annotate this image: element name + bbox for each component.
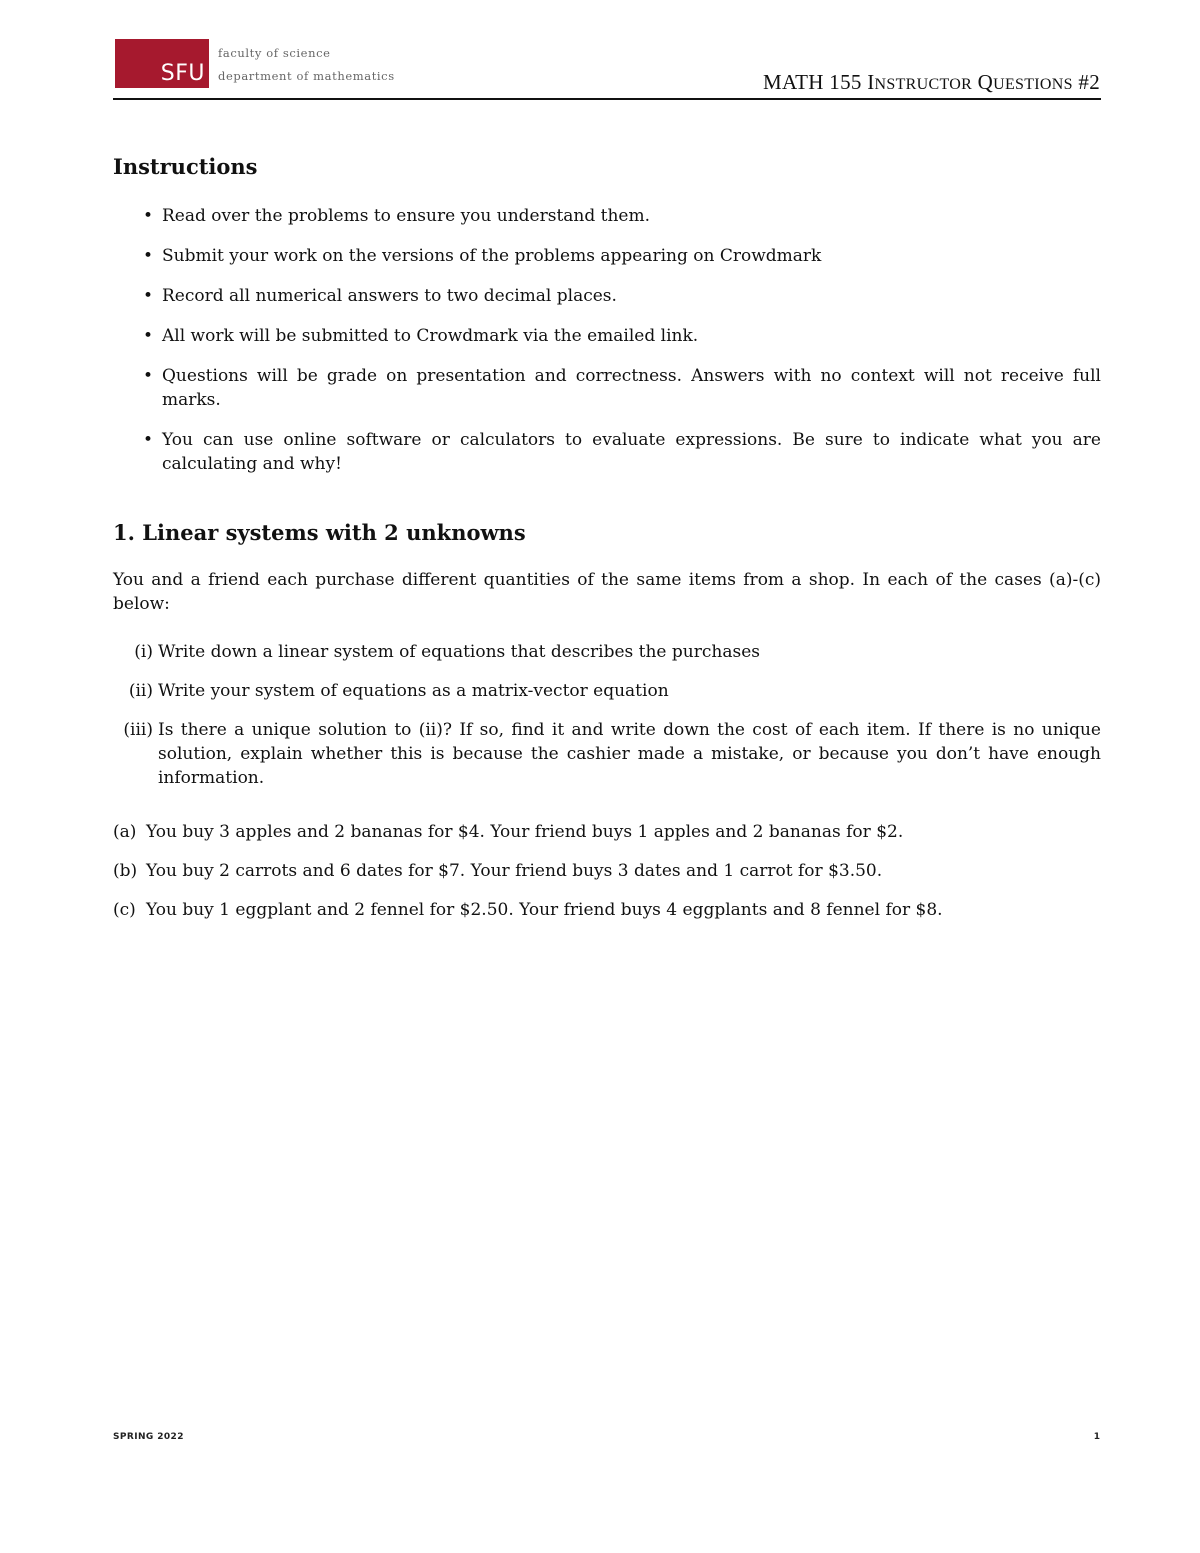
case-label: (c) <box>113 900 136 920</box>
list-item <box>113 204 1101 228</box>
case-item <box>113 859 1101 883</box>
document-title <box>763 70 1100 95</box>
case-label: (a) <box>113 822 137 842</box>
instructions-list <box>113 204 1101 476</box>
list-item-text: You can use online software or calculators to evaluate expressions. Be sure to indicate what you are calculating and why! <box>162 430 1101 474</box>
task-text: Write down a linear system of equations that describes the purchases <box>158 642 760 662</box>
case-text: You buy 3 apples and 2 bananas for $4. Your friend buys 1 apples and 2 bananas for $2. <box>146 822 904 842</box>
case-text: You buy 2 carrots and 6 dates for $7. Your friend buys 3 dates and 1 carrot for $3.50. <box>146 861 883 881</box>
task-item <box>113 718 1101 790</box>
title-part: Q <box>972 70 994 94</box>
task-item <box>113 640 1101 664</box>
title-part: MATH 155 I <box>763 70 875 94</box>
bullet-icon: • <box>143 430 154 450</box>
case-list <box>113 820 1101 922</box>
title-part: NSTRUCTOR <box>874 76 973 93</box>
task-text: Write your system of equations as a matrix-vector equation <box>158 681 669 701</box>
case-label: (b) <box>113 861 138 881</box>
list-item-text: Questions will be grade on presentation and correctness. Answers with no context will not receive full marks. <box>162 366 1101 410</box>
section-1-heading: 1. Linear systems with 2 unknowns <box>113 520 526 545</box>
page-number: 1 <box>1093 1432 1100 1442</box>
logo-text: SFU <box>160 61 205 86</box>
department-label: department of mathematics <box>218 69 395 83</box>
task-label: (iii) <box>123 720 153 740</box>
bullet-icon: • <box>143 286 154 306</box>
header-rule <box>113 98 1101 100</box>
task-label: (i) <box>134 642 153 662</box>
case-item <box>113 820 1101 844</box>
main-content <box>113 150 1101 937</box>
sfu-logo <box>115 39 209 88</box>
list-item-text: All work will be submitted to Crowdmark via the emailed link. <box>162 326 699 346</box>
task-label: (ii) <box>128 681 153 701</box>
case-text: You buy 1 eggplant and 2 fennel for $2.50. Your friend buys 4 eggplants and 8 fennel for $8. <box>146 900 943 920</box>
list-item <box>113 428 1101 476</box>
bullet-icon: • <box>143 206 154 226</box>
bullet-icon: • <box>143 246 154 266</box>
instructions-heading: Instructions <box>113 154 258 179</box>
case-item <box>113 898 1101 922</box>
list-item-text: Read over the problems to ensure you understand them. <box>162 206 651 226</box>
title-part: #2 <box>1072 70 1100 94</box>
list-item <box>113 364 1101 412</box>
bullet-icon: • <box>143 326 154 346</box>
list-item <box>113 324 1101 348</box>
list-item-text: Record all numerical answers to two decimal places. <box>162 286 617 306</box>
title-part: UESTIONS <box>993 76 1073 93</box>
list-item <box>113 244 1101 268</box>
task-text: Is there a unique solution to (ii)? If so, find it and write down the cost of each item. If there is no unique solution, explain whether this is because the cashier made a mistake, or because you don’t have enough information. <box>158 720 1101 788</box>
faculty-label: faculty of science <box>218 46 331 60</box>
task-list <box>113 640 1101 790</box>
bullet-icon: • <box>143 366 154 386</box>
list-item-text: Submit your work on the versions of the problems appearing on Crowdmark <box>162 246 822 266</box>
task-item <box>113 679 1101 703</box>
footer-term: SPRING 2022 <box>113 1432 184 1442</box>
section-1-intro: You and a friend each purchase different quantities of the same items from a shop. In each of the cases (a)-(c) below: <box>113 570 1101 614</box>
list-item <box>113 284 1101 308</box>
